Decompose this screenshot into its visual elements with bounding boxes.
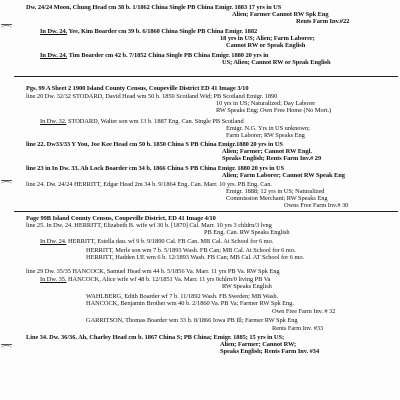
line-6: Cannot RW or Speak English	[226, 42, 306, 49]
line-37: GARRITSON, Thomas Boarder wm 33 b. 8/1866 Iowa PB Ill; Farmer RW Spk Eng	[86, 317, 298, 324]
binder-hole-mark	[1, 344, 12, 351]
dwelling-ref: In Dw. 24.	[40, 238, 67, 245]
line-23: Commission Merchant; RW Speaks Eng	[226, 195, 328, 202]
line-19: line 23 in In Dw. 33. Ah Lock Boarder cm 34 b. 1866 China S PB China Emigr. 1880 20 yrs in US	[26, 165, 285, 172]
line-16: line 22. Dw33/33 Y You, Joe Kee Head cm 50 b. 1850 China S PB China Emigr.1880 20 yrs in US	[26, 141, 283, 148]
dwelling-ref: In Dw. 32.	[40, 118, 67, 125]
dwelling-ref: In Dw. 24.	[40, 28, 68, 35]
binder-hole-mark	[1, 180, 12, 187]
line-4: In Dw. 24. Yee, Kim Boarder cm 39 b. 6/1860 China Single PB China Emigr. 1882	[40, 28, 258, 35]
line-32: In Dw. 35. HANCOCK, Alice wife wf 48 b. 12/1851 Va. Marr. 11 yrs 0chlrn/0 living PB Va	[40, 276, 271, 283]
line-15: Farm Laborer; RW Speaks Eng	[226, 132, 305, 139]
line-26: line 25. In Dw. 24. HERRITT, Elizabeth B. wife wf 30 b. [1870] Cal. Marr. 10 yrs 3 chldrn/3 lvng	[26, 222, 272, 229]
line-27: PB Eng. Can. RW Speaks English	[204, 229, 290, 236]
section-heading-sheet-2: Pgs. 99 A Sheet 2 1900 Island County Census, Coupeville District ED 41 Image 3/10	[26, 85, 249, 92]
line-36: Own Free Farm Inv. # 32	[272, 308, 336, 315]
line-20: Alien; Farm Laborer; Cannot RW Speak Eng	[222, 172, 345, 179]
line-38: Rents Farm Inv. #33	[272, 325, 324, 332]
line-17: Alien; Farmer; Cannot RW Engl.	[222, 148, 312, 155]
line-22: Emigr. 1888; 12 yrs in US; Naturalized	[226, 188, 325, 195]
line-1: Dw. 24/24 Moon, Chung Head cm 38 b. 1/1862 China Single PB China Emigr. 1883 17 yrs in US	[26, 4, 282, 11]
section-divider	[14, 76, 398, 77]
line-5: 18 yrs in US; Alien; Farm Laborer;	[220, 35, 315, 42]
line-34: WAHLBERG, Edith Boarder wf 7 b. 11/1892 Wash. FB Sweden; MB Wash.	[86, 293, 279, 300]
line-14: Emigr. N.G. Yrs in US unknown;	[226, 125, 310, 132]
line-30: HERRITT, Hadden UE wm 6 b. 12/1893 Wash. FB Can; MB Cal. AT School for 6 mo.	[86, 254, 305, 261]
section-divider	[14, 211, 398, 212]
line-28: In Dw. 24. HERRITT, Estella dau. wf 9 b. 9/1890 Cal. FB Can. MB Cal. At School for 6 mo.	[40, 238, 274, 245]
line-29: HERRITT, Merle son wm 7 b. 5/1893 Wash. FB Can; MB Cal. At School for 6 mo.	[86, 247, 296, 254]
dwelling-ref: In Dw. 24.	[40, 52, 68, 59]
line-40: Alien; Farmer; Cannot RW;	[220, 341, 297, 348]
line-13: In Dw. 32. STODARD, Walter son wm 13 b. 1887 Eng. Can. Single PB Scotland	[40, 118, 244, 125]
line-7: In Dw. 24. Tim Boarder cm 42 b. 7/1852 China Single PB China Emigr. 1880 20 yrs in	[40, 52, 269, 59]
line-31: line 29 Dw. 35/35 HANCOCK, Samuel Head wm 44 b. 5/1856 Va. Marr. 11 yrs PB Va. RW Spk Eng	[26, 268, 280, 275]
line-3: Rents Farm Inv.#22	[296, 18, 350, 25]
line-2: Alien; Farmer Cannot RW Spk Eng	[232, 11, 329, 18]
line-41: Speaks English; Rents Farm Inv. #34	[220, 348, 320, 355]
line-8: US; Alien; Cannot RW or Speak English	[222, 59, 331, 66]
line-18: Speaks English; Rents Farm Inv.# 29	[222, 155, 322, 162]
line-39: Line 34. Dw. 36/36. Ah, Charley Head cm b. 1867 China S; PB China; Emigr. 1885; 15 yrs in US;	[26, 334, 285, 341]
line-11: 10 yrs in US; Naturalized; Day Laborer	[216, 100, 316, 107]
section-heading-page-99b: Page 99B Island County Census, Coupeville District, ED 41 Image 4/10	[26, 215, 216, 222]
line-21: line 24. Dw. 24/24 HERRITT, Edgar Head 2m 34 b. 9/1864 Eng. Can. Marr. 10 yrs. PB Eng. Can.	[26, 181, 272, 188]
line-33: RW Speaks English	[222, 283, 272, 290]
line-12: RW Speaks Eng; Own Free Home (No Mort.)	[216, 107, 332, 114]
line-35: HANCOCK, Benjamin Brother wm 40 b. 2/1860 Va. PB Va; Farmer RW Spk Eng.	[86, 300, 294, 307]
binder-hole-mark	[1, 24, 12, 31]
dwelling-ref: In Dw. 35.	[40, 276, 67, 283]
line-10: line 20 Dw. 32/32 STODARD, David Head wm 50 b. 1850 Scotland Wid; PB Scotland Emigr. 1890	[26, 93, 278, 100]
line-24: Owns Free Farm Inv.# 30	[284, 202, 349, 209]
